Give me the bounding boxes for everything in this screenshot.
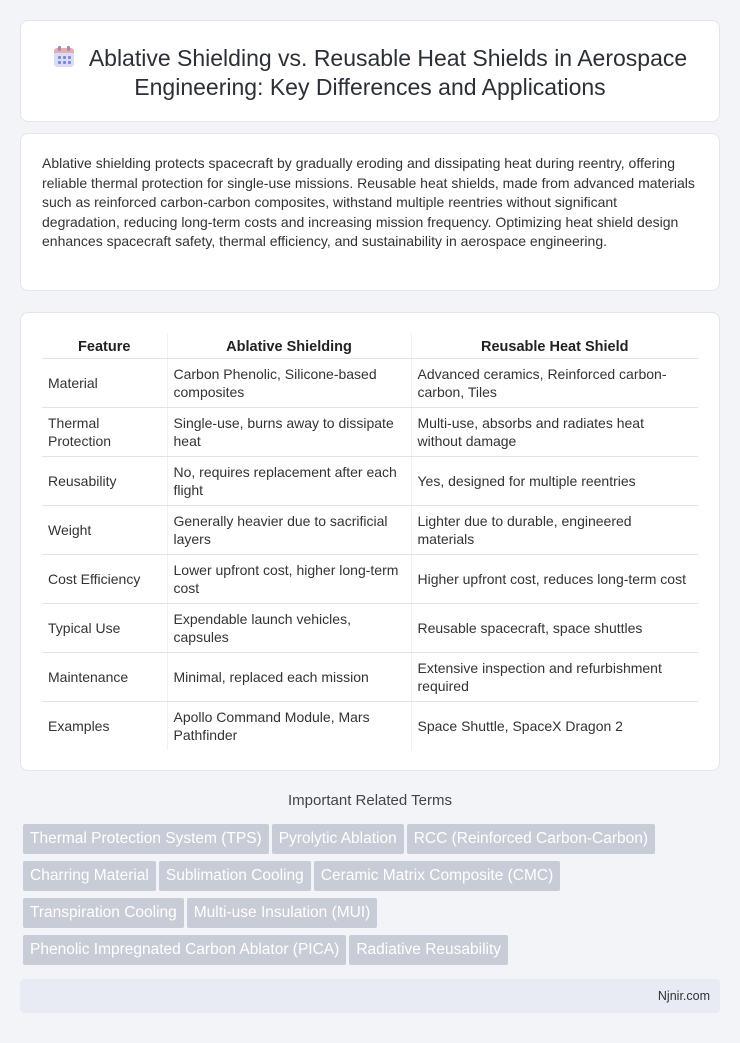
ablative-cell: Minimal, replaced each mission [167,652,411,701]
feature-cell: Material [42,358,167,407]
comparison-table-card [20,312,720,771]
ablative-cell: Apollo Command Module, Mars Pathfinder [167,701,411,750]
ablative-cell: Carbon Phenolic, Silicone-based composites [167,358,411,407]
term-tag[interactable]: Pyrolytic Ablation [272,824,404,854]
term-tag[interactable]: RCC (Reinforced Carbon-Carbon) [407,824,655,854]
reusable-cell: Reusable spacecraft, space shuttles [411,603,698,652]
related-terms-heading: Important Related Terms [288,792,452,809]
feature-cell: Reusability [42,456,167,505]
calendar-icon [53,46,75,68]
term-tag[interactable]: Thermal Protection System (TPS) [23,824,269,854]
reusable-cell: Higher upfront cost, reduces long-term cost [411,554,698,603]
table-row [42,505,698,554]
footer-site-link[interactable]: Njnir.com [657,989,710,1003]
table-row [42,456,698,505]
term-tag[interactable]: Phenolic Impregnated Carbon Ablator (PICA) [23,935,346,965]
header-reusable: Reusable Heat Shield [411,333,698,358]
term-tag[interactable]: Sublimation Cooling [159,861,311,891]
page-title [21,44,719,102]
table-row [42,701,698,750]
reusable-cell: Lighter due to durable, engineered materials [411,505,698,554]
ablative-cell: Single-use, burns away to dissipate heat [167,407,411,456]
reusable-cell: Advanced ceramics, Reinforced carbon-carbon, Tiles [411,358,698,407]
header-feature: Feature [42,333,167,358]
table-row [42,358,698,407]
term-tag[interactable]: Transpiration Cooling [23,898,184,928]
feature-cell: Examples [48,717,110,734]
footer [20,979,720,1013]
ablative-cell: No, requires replacement after each flight [167,456,411,505]
feature-cell: Thermal Protection [42,407,167,456]
intro-card [20,133,720,291]
reusable-cell: Yes, designed for multiple reentries [411,456,698,505]
table-row [42,603,698,652]
feature-cell: Maintenance [42,652,167,701]
page-title-text: Ablative Shielding vs. Reusable Heat Shields in Aerospace Engineering: Key Differences and Applications [88,45,688,100]
related-terms-list [23,824,703,972]
table-row [42,554,698,603]
feature-cell: Typical Use [42,603,167,652]
term-tag[interactable]: Multi-use Insulation (MUI) [187,898,378,928]
header-ablative: Ablative Shielding [167,333,411,358]
term-tag[interactable]: Charring Material [23,861,156,891]
table-row [42,407,698,456]
term-tag[interactable]: Radiative Reusability [349,935,508,965]
ablative-cell: Lower upfront cost, higher long-term cost [167,554,411,603]
reusable-cell: Extensive inspection and refurbishment required [411,652,698,701]
reusable-cell: Space Shuttle, SpaceX Dragon 2 [411,701,698,750]
table-row [42,652,698,701]
feature-cell: Cost Efficiency [42,554,167,603]
comparison-table [42,333,698,750]
reusable-cell: Multi-use, absorbs and radiates heat without damage [411,407,698,456]
ablative-cell: Generally heavier due to sacrificial layers [167,505,411,554]
ablative-cell: Expendable launch vehicles, capsules [167,603,411,652]
intro-paragraph: Ablative shielding protects spacecraft by gradually eroding and dissipating heat during reentry, offering reliable thermal protection for single-use missions. Reusable heat shields, made from advanced materials such as reinforced carbon-carbon composites, withstand multiple reentries without significant degradation, reducing long-term costs and increasing mission frequency. Optimizing heat shield design enhances spacecraft safety, thermal efficiency, and sustainability in aerospace engineering. [42,155,695,249]
table-header-row [42,333,698,358]
title-card [20,20,720,122]
term-tag[interactable]: Ceramic Matrix Composite (CMC) [314,861,561,891]
feature-cell: Weight [42,505,167,554]
